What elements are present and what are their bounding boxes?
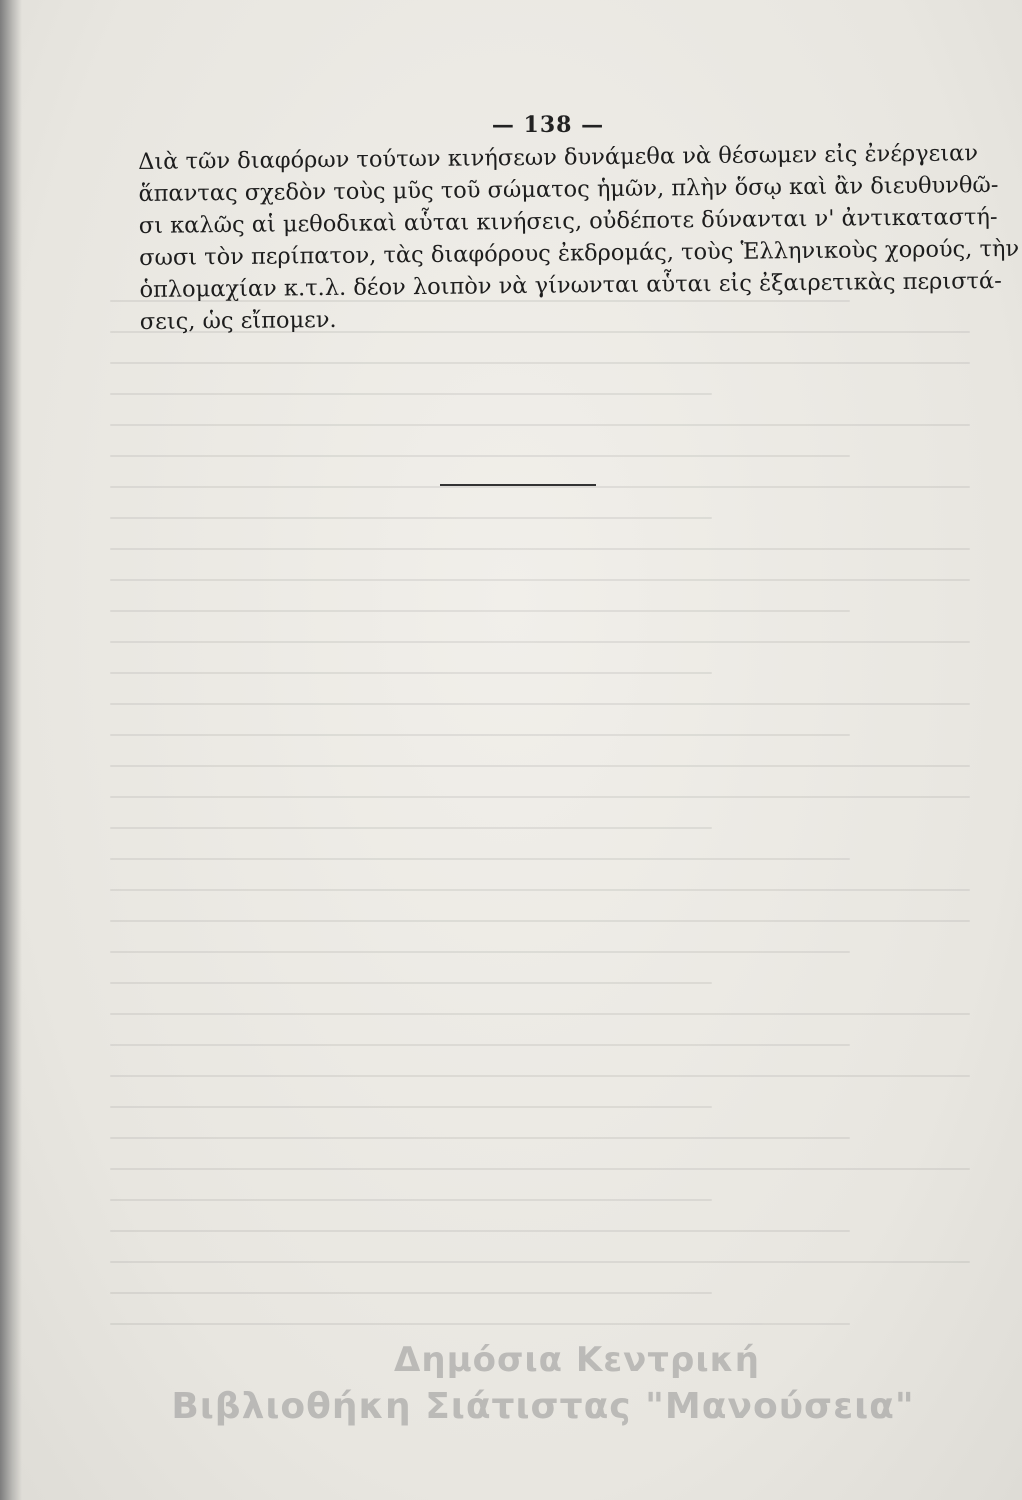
text-line: σι καλῶς αἱ μεθοδικαὶ αὗται κινήσεις, οὐδέποτε δύνανται ν' ἀντικαταστή-: [138, 204, 998, 239]
library-watermark-line2: Βιβλιοθήκη Σιάτιστας "Μανούσεια": [171, 1386, 915, 1427]
page-binding-edge: [0, 0, 22, 1500]
section-divider: [440, 484, 596, 486]
show-through-text: [110, 300, 970, 1400]
body-paragraph: [138, 137, 1020, 338]
text-line: ἅπαντας σχεδὸν τοὺς μῦς τοῦ σώματος ἡμῶν, πλὴν ὅσῳ καὶ ἂν διευθυνθῶ-: [138, 171, 999, 207]
text-line: σωσι τὸν περίπατον, τὰς διαφόρους ἐκδρομάς, τοὺς Ἑλληνικοὺς χορούς, τὴν: [139, 235, 1020, 271]
page-number: — 138 —: [491, 112, 605, 138]
library-watermark-line1: Δημόσια Κεντρική: [394, 1340, 760, 1380]
text-line: ὁπλομαχίαν κ.τ.λ. δέον λοιπὸν νὰ γίνωνται αὗται εἰς ἐξαιρετικὰς περιστά-: [139, 267, 1002, 303]
text-line: σεις, ὡς εἴπομεν.: [139, 306, 337, 335]
text-line: Διὰ τῶν διαφόρων τούτων κινήσεων δυνάμεθα νὰ θέσωμεν εἰς ἐνέργειαν: [138, 140, 979, 175]
